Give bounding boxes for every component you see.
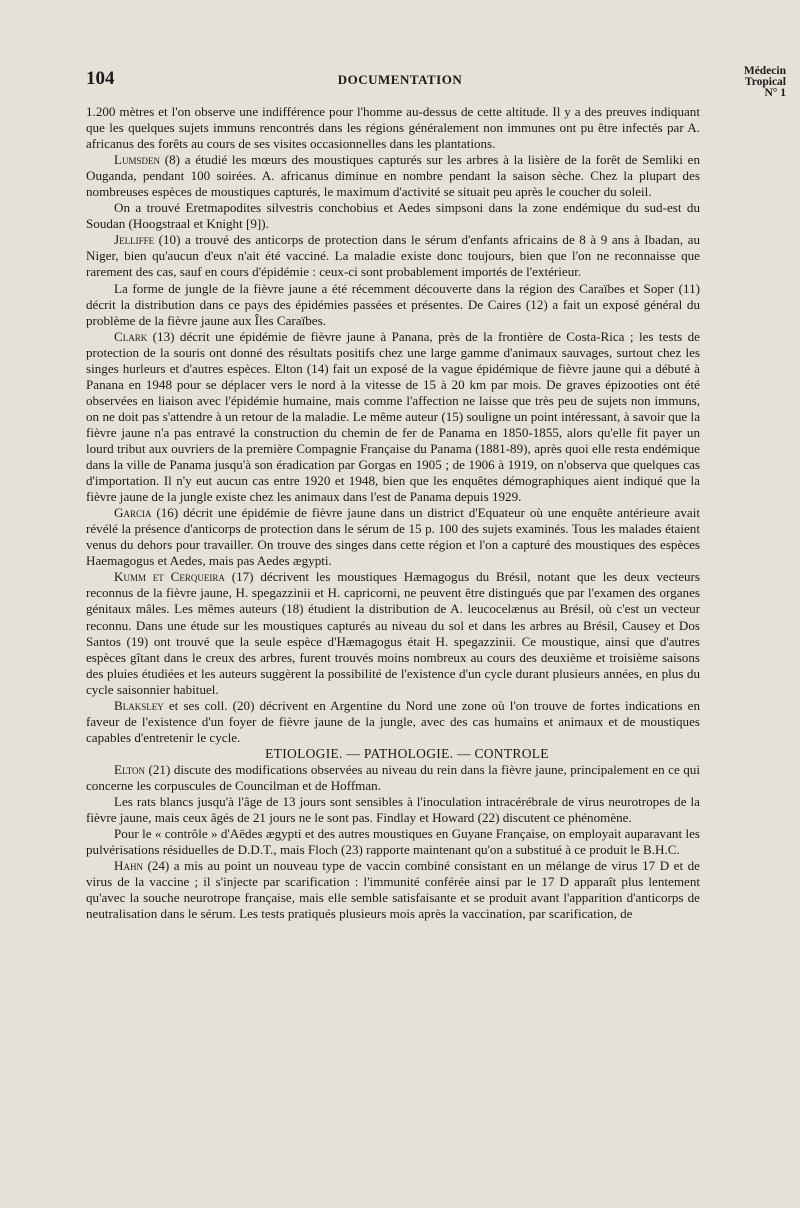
body-text (86, 104, 700, 922)
author-name: Elton (114, 761, 146, 777)
paragraph: Hahn (24) a mis au point un nouveau type de vaccin combiné consistant en un mélange de virus 17 D et de virus de la vaccine ; il s'injecte par scarification : l'immunité conférée ainsi par le 17 D apparaît plus lentement qu'avec la souche neurotrope française, mais elle semble satisfaisante et se produit avant l'apparition d'anticorps de neutralisation dans le sérum. Les tests pratiqués plusieurs mois après la vaccination, par scarification, de (86, 858, 700, 922)
author-name: Hahn (114, 858, 143, 874)
author-name: Jelliffe (114, 232, 155, 248)
section-heading: ETIOLOGIE. — PATHOLOGIE. — CONTROLE (265, 745, 549, 761)
paragraph: Pour le « contrôle » d'Aëdes ægypti et des autres moustiques en Guyane Française, on employait auparavant les pulvérisations résiduelles de D.D.T., mais Floch (23) rapporte maintenant qu'on a substitué à ce produit le B.H.C. (86, 826, 700, 858)
journal-name-line-1: Médecin (743, 65, 786, 77)
journal-tab (744, 66, 786, 99)
paragraph: 1.200 mètres et l'on observe une indifférence pour l'homme au-dessus de cette altitude. Il y a des preuves indiquant que les quelques sujets immuns rencontrés dans les régions généralement non immunes ont pu être infectés par A. africanus des forêts au cours de ses visites occasionnelles dans les plantations. (86, 104, 700, 152)
journal-issue: N° 1 (764, 87, 786, 99)
page-number: 104 (86, 68, 115, 89)
author-name: Kumm et Cerqueira (114, 569, 225, 585)
author-name: Lumsden (114, 152, 161, 168)
author-name: Blaksley (114, 697, 164, 713)
paragraph: Garcia (16) décrit une épidémie de fièvre jaune dans un district d'Equateur où une enquête antérieure avait révélé la présence d'anticorps de protection dans le sérum de 15 p. 100 des sujets examinés. Tous les malades étaient venus du dehors pour travailler. On trouve des singes dans cette région et l'on a capturé des moustiques des espèces Haemagogus et Aedes, mais pas Aedes ægypti. (86, 505, 700, 569)
paragraph: Clark (13) décrit une épidémie de fièvre jaune à Panana, près de la frontière de Costa-Rica ; les tests de protection de la souris ont donné des résultats positifs chez une large gamme d'animaux sauvages, surtout chez les singes hurleurs et d'autres espèces. Elton (14) fait un exposé de la vague épidémique de fièvre jaune qui a débuté à Panana en 1948 pour se déplacer vers le nord à la vitesse de 15 à 20 km par mois. De graves épizooties ont été observées en liaison avec l'épidémie humaine, mais comme l'affection ne laisse que très peu de sujets non immuns, on ne doit pas s'attendre à un retour de la maladie. Le même auteur (15) souligne un point intéressant, à savoir que la fièvre jaune n'a pas entravé la construction du chemin de fer de Panama en 1850-1855, alors qu'elle fit payer un lourd tribut aux ouvriers de la première Compagnie Française du Panama (1881-89), après quoi elle resta endémique dans la ville de Panama jusqu'à son éradication par Gorgas en 1905 ; de 1906 à 1919, on n'observa que quelques cas d'importation. Il n'y eut aucun cas entre 1920 et 1948, bien que les enquêtes démographiques aient indiqué que la fièvre jaune de la jungle existe chez les animaux dans l'est de Panama depuis 1929. (86, 328, 700, 505)
paragraph: Jelliffe (10) a trouvé des anticorps de protection dans le sérum d'enfants africains de 8 à 9 ans à Ibadan, au Niger, bien qu'aucun d'eux n'ait été vacciné. La maladie existe donc toujours, bien que l'on ne reconnaisse que rarement des cas, sauf en cours d'épidémie : ceux-ci sont probablement importés de l'extérieur. (86, 232, 700, 280)
paragraph: Elton (21) discute des modifications observées au niveau du rein dans la fièvre jaune, principalement en ce qui concerne les corpuscules de Councilman et de Hoffman. (86, 761, 700, 793)
paragraph: Les rats blancs jusqu'à l'âge de 13 jours sont sensibles à l'inoculation intracérébrale de virus neurotropes de la fièvre jaune, mais ceux âgés de 21 jours ne le sont pas. Findlay et Howard (22) discutent ce phénomène. (86, 794, 700, 826)
paragraph: On a trouvé Eretmapodites silvestris conchobius et Aedes simpsoni dans la zone endémique du sud-est du Soudan (Hoogstraal et Knight [9]). (86, 200, 700, 232)
paragraph: Blaksley et ses coll. (20) décrivent en Argentine du Nord une zone où l'on trouve de fortes indications en faveur de l'existence d'un foyer de fièvre jaune de la jungle, avec des cas humains et animaux et de moustiques capables d'entretenir le cycle. (86, 697, 700, 745)
paragraph: Kumm et Cerqueira (17) décrivent les moustiques Hæmagogus du Brésil, notant que les deux vecteurs reconnus de la fièvre jaune, H. spegazzinii et H. capricorni, ne peuvent être distingués que par l'examen des organes génitaux mâles. Les mêmes auteurs (18) étudient la distribution de A. leucocelænus au Brésil, où c'est un vecteur reconnu. Dans une étude sur les moustiques capturés au niveau du sol et dans les arbres au Brésil, Causey et Dos Santos (19) ont trouvé que la seule espèce d'Hæmagogus était H. spegazzinii. Ce moustique, ainsi que d'autres espèces gîtant dans le creux des arbres, furent trouvés moins nombreux au cours des deuxième et troisième saisons des pluies étudiées et les auteurs suggèrent la possibilité de l'existence d'un cycle durant plusieurs années, en plus du cycle saisonnier habituel. (86, 569, 701, 697)
journal-name-line-2: Tropical (744, 76, 786, 88)
author-name: Garcia (114, 505, 152, 521)
running-title: DOCUMENTATION (337, 72, 463, 87)
paragraph: La forme de jungle de la fièvre jaune a été récemment découverte dans la région des Caraïbes et Soper (11) décrit la distribution dans ce pays des épidémies passées et présentes. De Caires (12) a fait un exposé général du problème de la fièvre jaune aux Îles Caraïbes. (86, 280, 700, 328)
paragraph: Lumsden (8) a étudié les mœurs des moustiques capturés sur les arbres à la lisière de la forêt de Semliki en Ouganda, pendant 100 soirées. A. africanus diminue en nombre pendant la saison sèche. Chez la plupart des nombreuses espèces de moustiques capturés, le maximum d'activité se situait peu après le coucher du soleil. (86, 152, 700, 200)
author-name: Clark (114, 328, 148, 344)
